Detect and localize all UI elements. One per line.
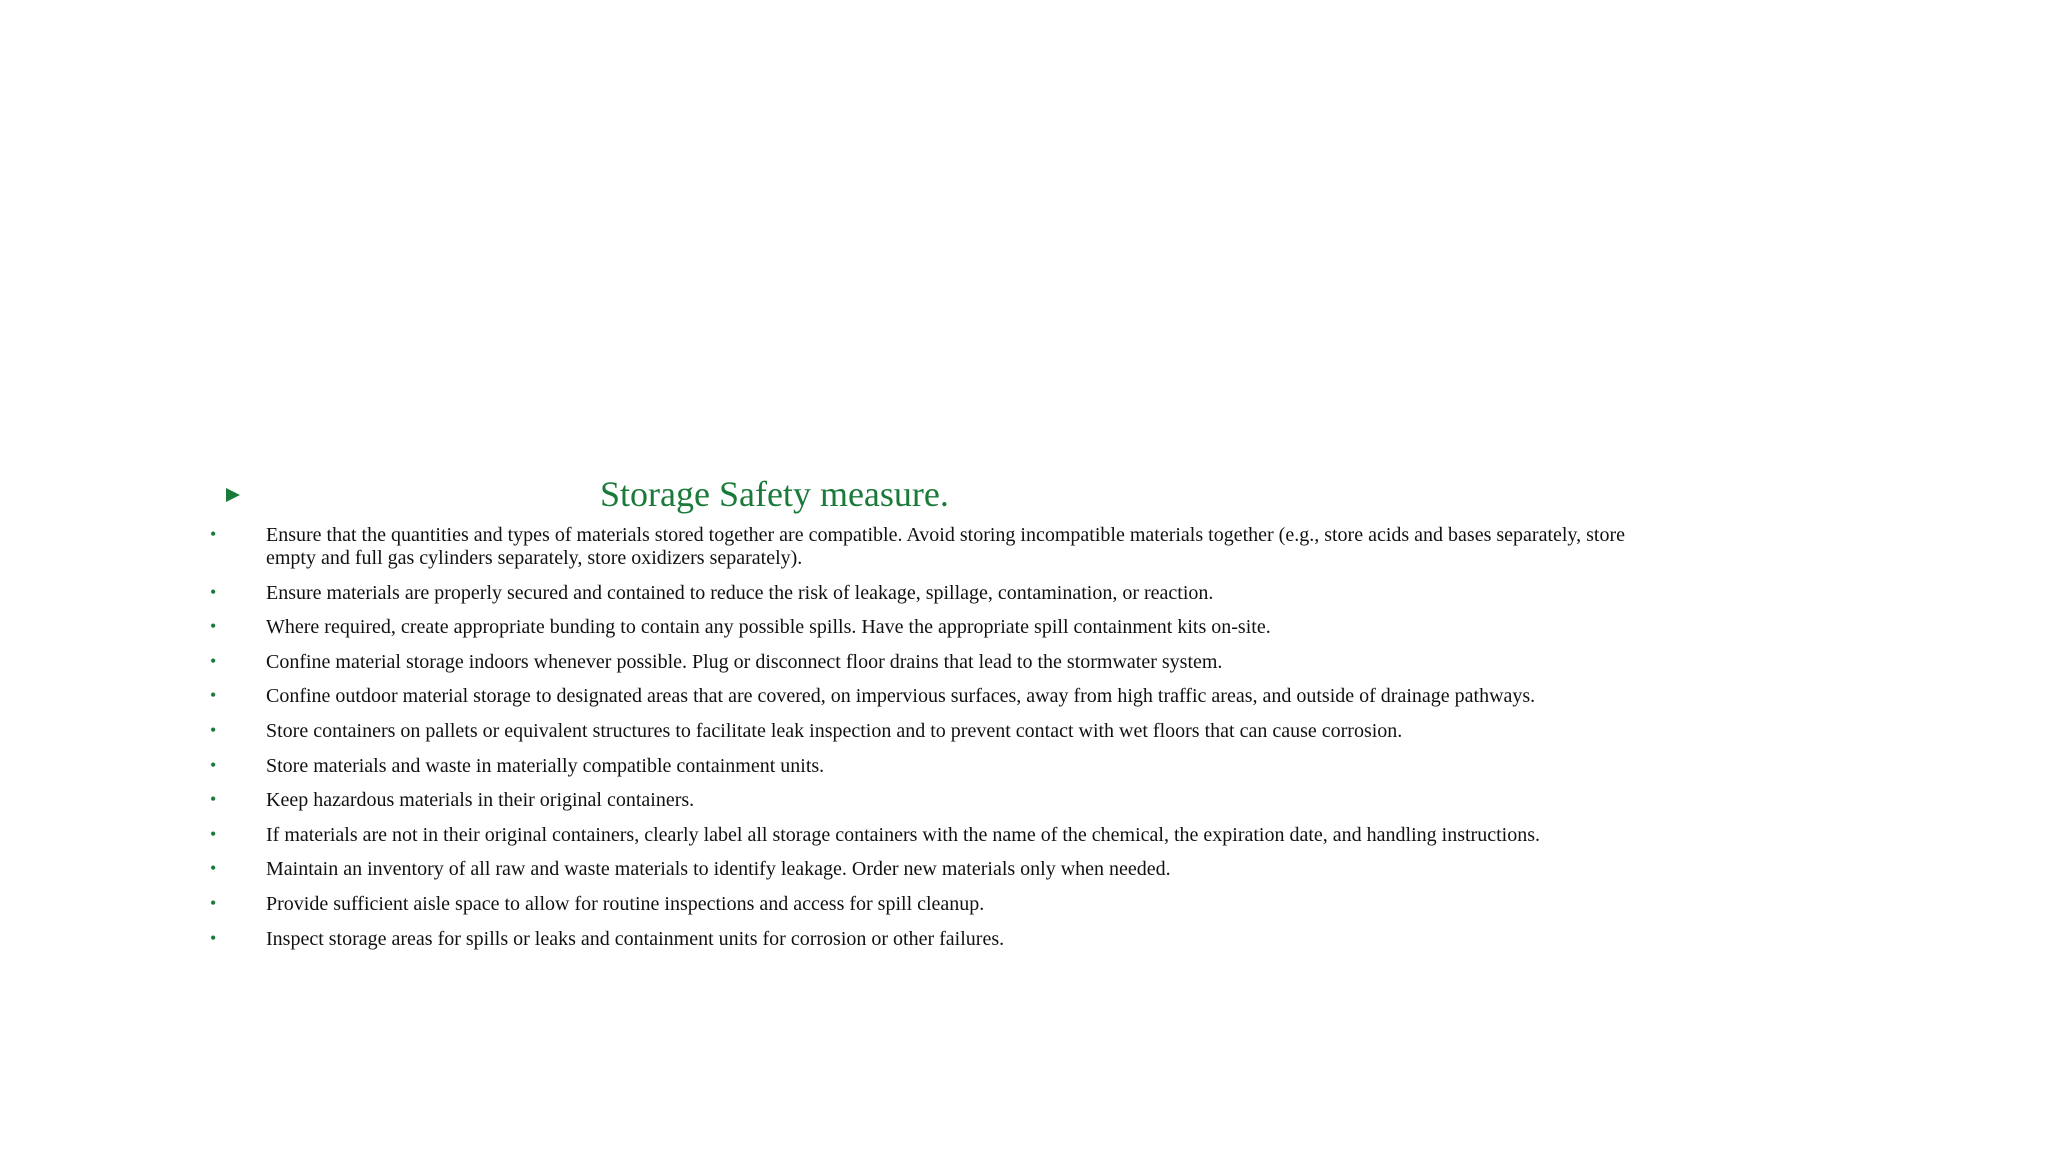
list-item-text: Confine outdoor material storage to designated areas that are covered, on impervious surfaces, away from high traffic areas, and outside of drainage pathways.: [266, 685, 1536, 708]
bullet-dot-icon: •: [210, 823, 217, 844]
list-item: [205, 651, 1625, 674]
list-item-text: Provide sufficient aisle space to allow for routine inspections and access for spill cleanup.: [266, 892, 985, 915]
list-item-text: If materials are not in their original containers, clearly label all storage containers with the name of the chemical, the expiration date, and handling instructions.: [266, 823, 1540, 846]
list-item-text: Maintain an inventory of all raw and waste materials to identify leakage. Order new materials only when needed.: [266, 858, 1171, 881]
list-item: [205, 755, 1625, 778]
page-title: Storage Safety measure.: [600, 474, 949, 514]
list-item: [205, 789, 1625, 812]
list-item: [205, 685, 1625, 708]
list-item: [205, 928, 1625, 951]
bullet-dot-icon: •: [210, 616, 217, 637]
list-item-text: Where required, create appropriate bunding to contain any possible spills. Have the appropriate spill containment kits on-site.: [266, 616, 1271, 639]
list-item-text: Confine material storage indoors whenever possible. Plug or disconnect floor drains that lead to the stormwater system.: [266, 650, 1223, 673]
list-item-text: Inspect storage areas for spills or leaks and containment units for corrosion or other failures.: [266, 927, 1005, 950]
list-item-text: Store materials and waste in materially compatible containment units.: [266, 754, 825, 777]
bullet-dot-icon: •: [210, 892, 217, 913]
list-item: [205, 720, 1625, 743]
bullet-dot-icon: •: [210, 754, 217, 775]
list-item-text: Ensure materials are properly secured and contained to reduce the risk of leakage, spillage, contamination, or reaction.: [266, 581, 1214, 604]
list-item: [205, 824, 1625, 847]
bullet-dot-icon: •: [210, 650, 217, 671]
bullet-dot-icon: •: [210, 927, 217, 948]
bullet-dot-icon: •: [210, 858, 217, 879]
list-item-text: Store containers on pallets or equivalent structures to facilitate leak inspection and to prevent contact with wet floors that can cause corrosion.: [266, 719, 1403, 742]
list-item: [205, 524, 1625, 570]
bullet-dot-icon: •: [210, 524, 217, 544]
bullet-dot-icon: •: [210, 719, 217, 740]
list-item-text: Ensure that the quantities and types of materials stored together are compatible. Avoid storing incompatible materials together (e.g., store acids and bases separately, store empty and full gas cylinders separately, store oxidizers separately).: [266, 524, 1626, 569]
list-item: [205, 858, 1625, 881]
list-item-text: Keep hazardous materials in their original containers.: [266, 789, 695, 812]
right-triangle-icon: [224, 478, 244, 508]
list-item: [205, 893, 1625, 916]
bullet-dot-icon: •: [210, 581, 217, 602]
list-item: [205, 582, 1625, 605]
bullet-list: [205, 524, 1625, 962]
title-row: [224, 470, 1624, 520]
bullet-dot-icon: •: [210, 685, 217, 706]
list-item: [205, 616, 1625, 639]
bullet-dot-icon: •: [210, 789, 217, 810]
